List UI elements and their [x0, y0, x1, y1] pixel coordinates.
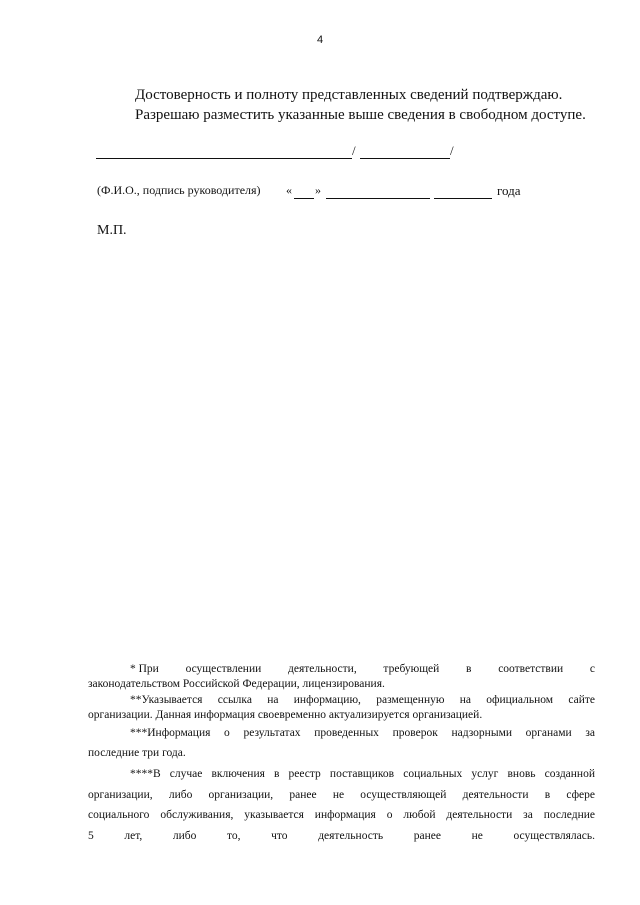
quote-close: » — [315, 183, 321, 197]
footnote-word: не — [471, 830, 483, 842]
month-underline — [326, 198, 430, 199]
footnote-1-line-1 — [88, 662, 595, 677]
footnote-word: что — [271, 830, 288, 842]
declaration-line-2: Разрешаю разместить указанные выше сведения в свободном доступе. — [135, 107, 586, 123]
footnote-3-line-1: ***Информация о результатах проведенных проверок надзорными органами за — [130, 727, 595, 739]
footnote-word: с — [589, 663, 595, 675]
quote-open: « — [286, 183, 292, 197]
footnote-word: деятельности, — [287, 663, 357, 675]
footnote-word: осуществлялась. — [513, 830, 595, 842]
footnote-word: требующей — [383, 663, 440, 675]
footnote-word: лет, — [124, 830, 143, 842]
year-word: года — [497, 183, 521, 198]
footnote-word: деятельность — [318, 830, 384, 842]
footnote-3-line-2: последние три года. — [88, 747, 186, 759]
declaration-line-1: Достоверность и полноту представленных сведений подтверждаю. — [135, 87, 563, 103]
footnote-word: либо — [172, 830, 197, 842]
name-underline — [96, 158, 352, 159]
footnote-word: ранее — [413, 830, 441, 842]
footnote-2-line-2: организации. Данная информация своевременно актуализируется организацией. — [88, 709, 483, 721]
day-underline — [294, 198, 314, 199]
footnote-4-line-2: организации, либо организации, ранее не осуществляющей деятельности в сфере — [88, 789, 595, 801]
signature-date-row — [97, 183, 261, 198]
footnote-word: 5 — [88, 830, 94, 842]
footnote-word: * При — [130, 663, 159, 675]
footnote-1-line-2: законодательством Российской Федерации, лицензирования. — [88, 678, 385, 690]
signature-underline — [360, 158, 450, 159]
footnote-word: осуществлении — [185, 663, 262, 675]
footnote-2-line-1: **Указывается ссылка на информацию, размещенную на официальном сайте — [130, 694, 595, 706]
footnote-word: соответствии — [498, 663, 564, 675]
footnote-4-line-4 — [88, 829, 595, 844]
stamp-label: М.П. — [97, 223, 127, 238]
year-underline — [434, 198, 492, 199]
footnote-4-line-1: ****В случае включения в реестр поставщиков социальных услуг вновь созданной — [130, 768, 595, 780]
signature-label: (Ф.И.О., подпись руководителя) — [97, 183, 261, 197]
footnote-word: в — [466, 663, 472, 675]
separator-slash-1: / — [352, 143, 356, 158]
page-number: 4 — [316, 34, 324, 46]
footnote-4-line-3: социального обслуживания, указывается информация о любой деятельности за последние — [88, 809, 595, 821]
footnote-word: то, — [227, 830, 241, 842]
separator-slash-2: / — [450, 143, 454, 158]
